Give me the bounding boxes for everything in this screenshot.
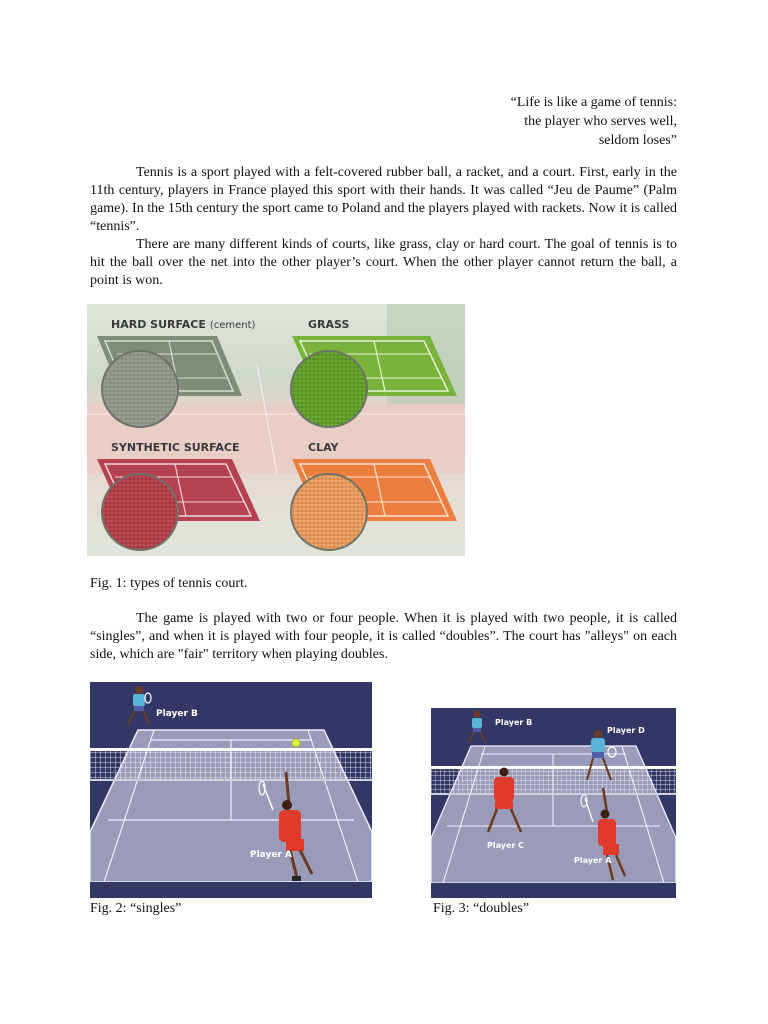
tennis-net: [90, 750, 372, 780]
paragraph-history-text: Tennis is a sport played with a felt-covered rubber ball, a racket, and a court. First, early in the 11th century, players in France played this sport with their hands. It was called “Jeu de Paume” (Palm game). In the 15th century the sport came to Poland and the players played with rackets. Now it is called “tennis”.: [90, 165, 677, 234]
synthetic-surface-sample: [102, 474, 178, 550]
figure-2-caption: Fig. 2: “singles”: [90, 901, 182, 916]
paragraph-singles-doubles-text: The game is played with two or four people. When it is played with two people, it is called “singles”, and when it is played with four people, it is called “doubles”. The court has "alleys" on each side, which are "fair" territory when playing doubles.: [90, 611, 677, 662]
figure-1-caption: Fig. 1: types of tennis court.: [90, 576, 248, 591]
player-b-label: Player B: [156, 709, 198, 719]
tennis-net: [431, 768, 676, 794]
player-c-label: Player C: [487, 841, 524, 850]
clay-label: CLAY: [308, 441, 339, 454]
quote-line-2: the player who serves well,: [524, 114, 677, 129]
doubles-figure: [431, 708, 676, 898]
player-b-label: Player B: [495, 718, 533, 727]
quote-line-3: seldom loses”: [598, 133, 677, 148]
quote-line-1: “Life is like a game of tennis:: [510, 95, 677, 110]
epigraph-quote: [511, 93, 677, 150]
tennis-ball: [292, 739, 300, 747]
hard-surface-sublabel: (cement): [209, 320, 256, 331]
player-a-label: Player A: [574, 856, 612, 865]
paragraph-singles-doubles: [90, 610, 677, 664]
grass-surface-sample: [291, 351, 367, 427]
player-a-label: Player A: [250, 850, 292, 860]
paragraph-courts-text: There are many different kinds of courts, like grass, clay or hard court. The goal of tennis is to hit the ball over the net into the other player’s court. When the other player cannot return the ball, a point is won.: [90, 237, 677, 288]
hard-surface-label: HARD SURFACE: [111, 318, 206, 331]
synthetic-label: SYNTHETIC SURFACE: [111, 441, 240, 454]
figure-3-caption: Fig. 3: “doubles”: [433, 901, 530, 916]
singles-figure: [90, 682, 372, 898]
grass-label: GRASS: [308, 318, 350, 331]
svg-text:HARD SURFACE(cement): [111, 318, 256, 331]
player-d-label: Player D: [607, 726, 645, 735]
clay-surface-sample: [291, 474, 367, 550]
hard-surface-sample: [102, 351, 178, 427]
paragraph-courts: [90, 236, 677, 290]
court-types-figure: [87, 304, 465, 556]
paragraph-history: [90, 164, 677, 236]
